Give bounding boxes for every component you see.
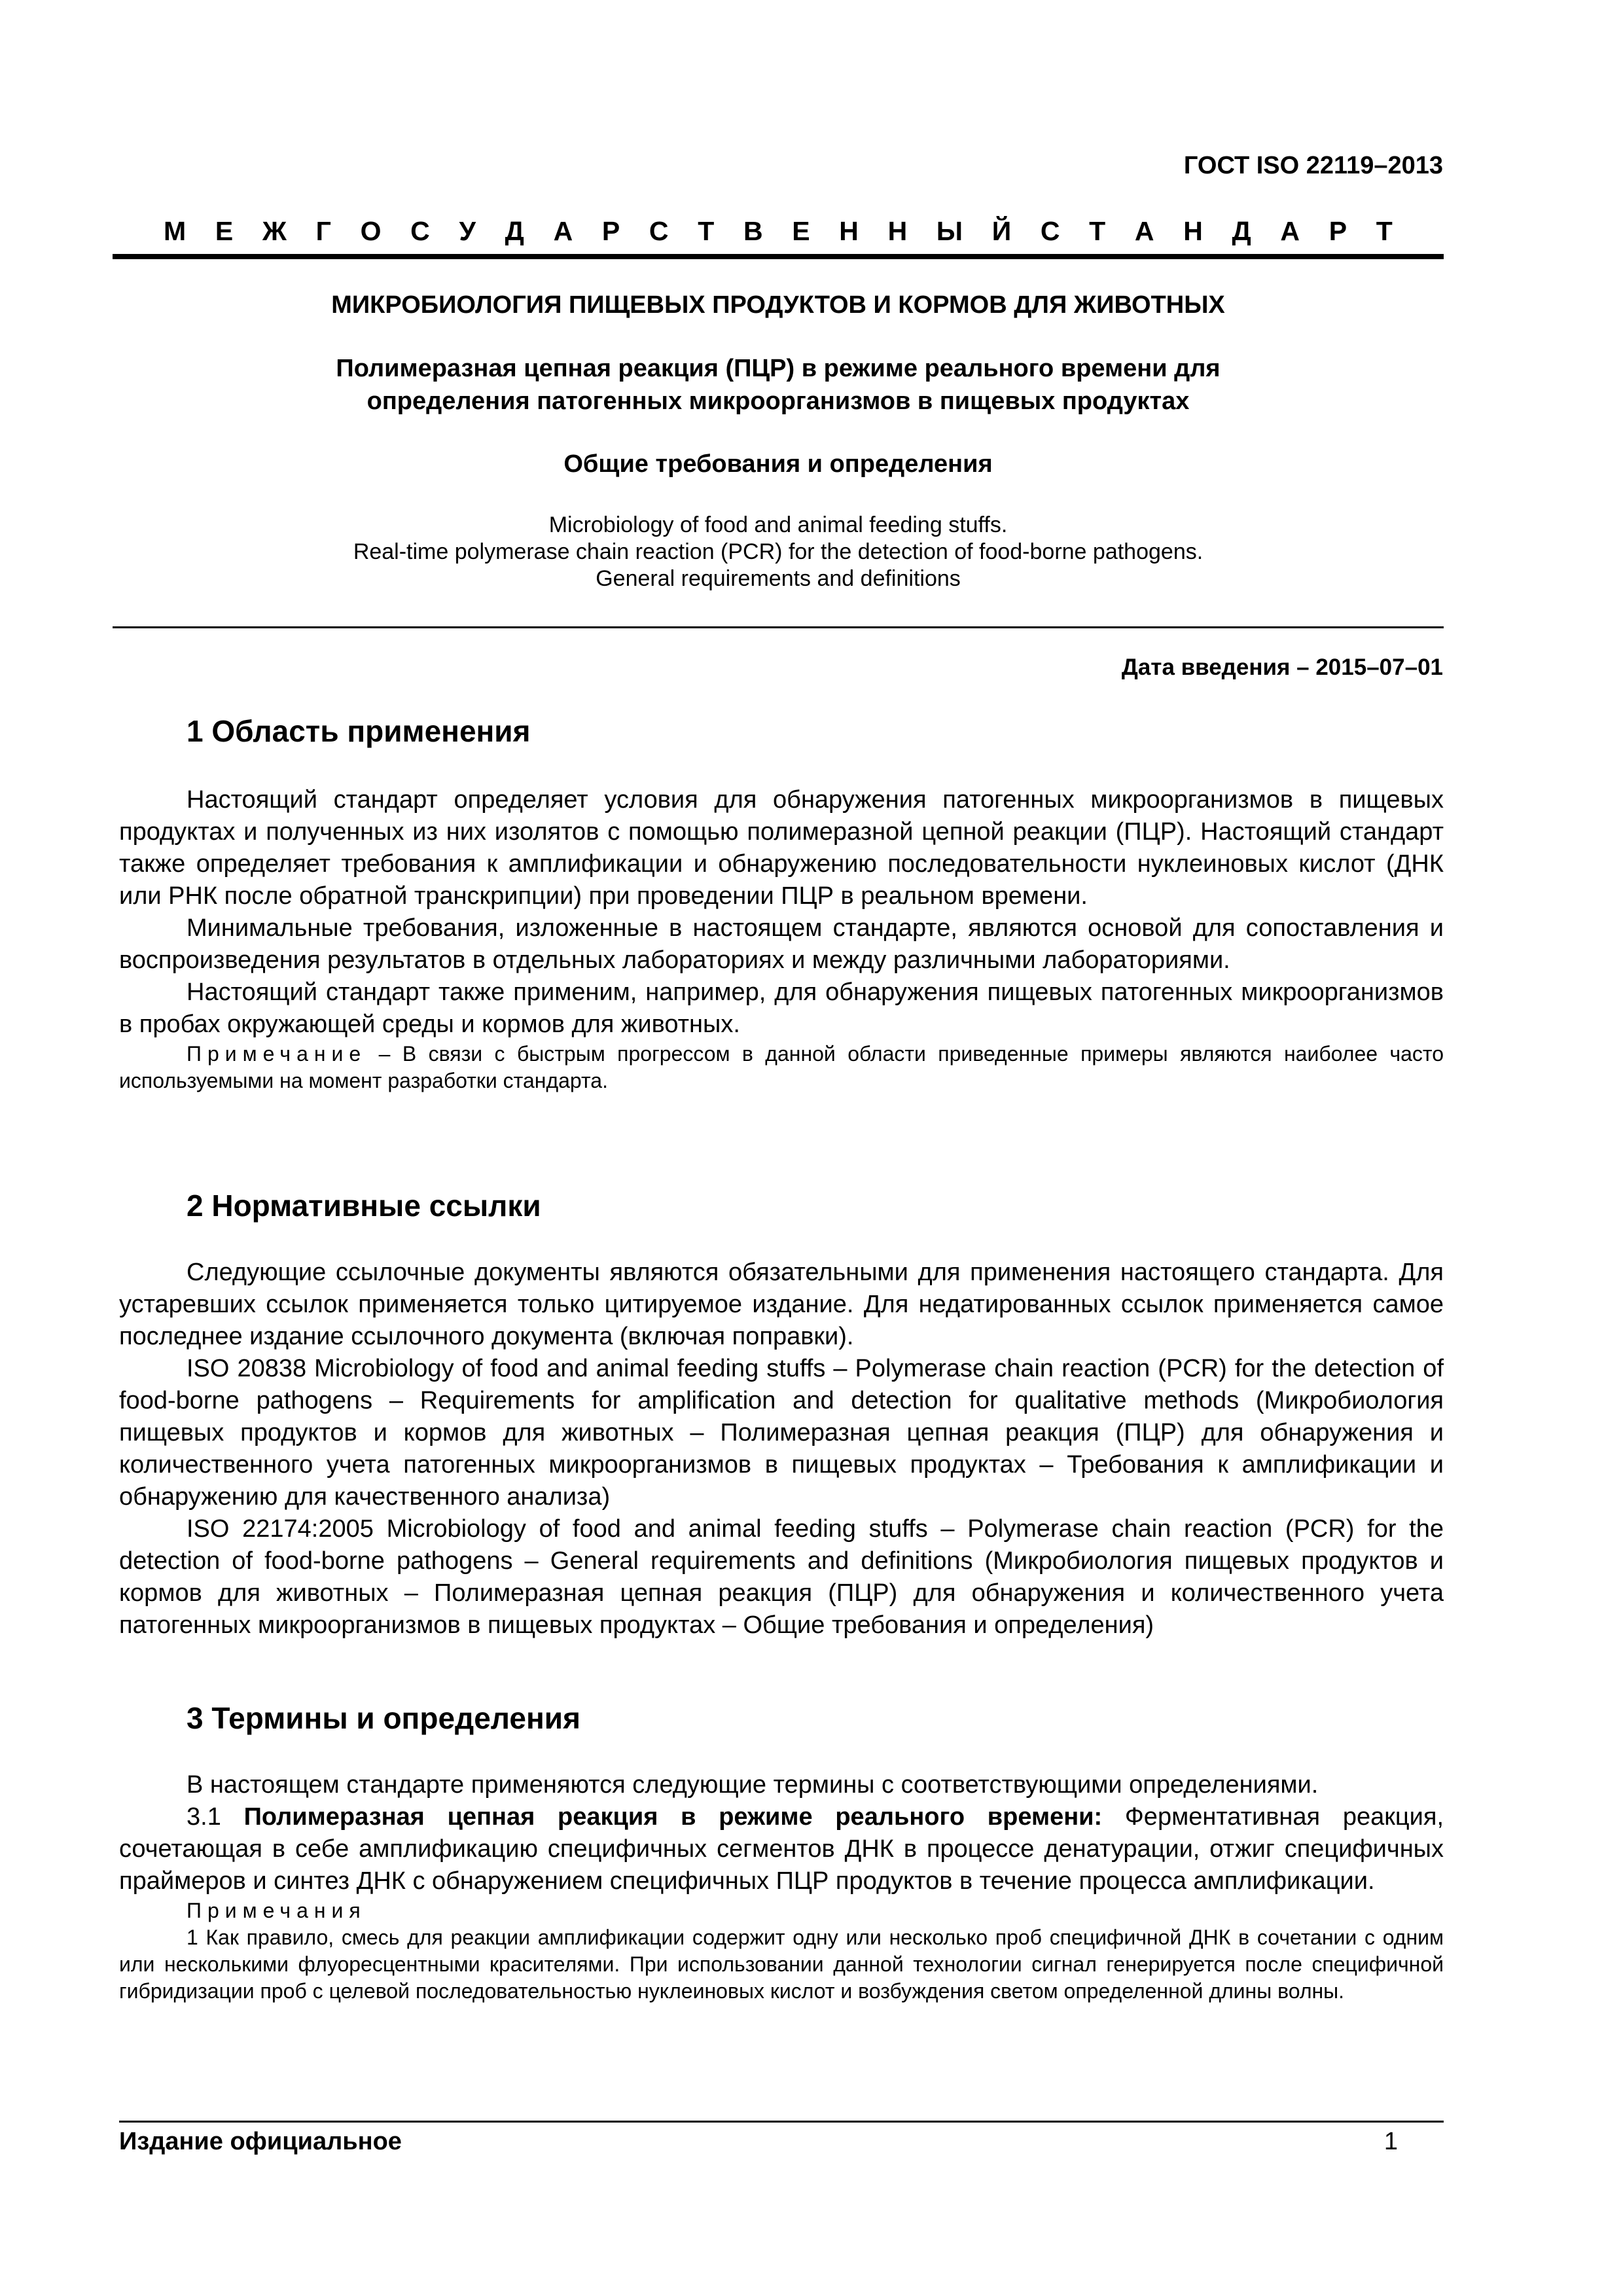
banner-letter: С: [649, 216, 669, 246]
banner-letter: Ы: [936, 216, 963, 246]
page-number: 1: [1383, 2128, 1398, 2155]
banner-letter: А: [1280, 216, 1300, 246]
english-title-line-1: Microbiology of food and animal feeding stuffs.: [548, 512, 1008, 537]
introduction-date: Дата введения – 2015–07–01: [1121, 655, 1443, 680]
section-1-paragraph-2: Минимальные требования, изложенные в настоящем стандарте, являются основой для сопоставления и воспроизведения результатов в отдельных лабораториях и между различными лабораториями.: [119, 914, 1444, 974]
subtitle-line-1: Полимеразная цепная реакция (ПЦР) в режиме реального времени для: [336, 355, 1221, 382]
banner-letter: С: [410, 216, 430, 246]
term-definition-text: Ферментативная реакция, сочетающая в себе амплификацию специфичных сегментов ДНК в процессе денатурации, отжиг специфичных праймеров и синтез ДНК с обнаружением специфичных ПЦР продуктов в течение процесса амплификации.: [119, 1803, 1444, 1895]
section-1-paragraph-3: Настоящий стандарт также применим, например, для обнаружения пищевых патогенных микроорганизмов в пробах окружающей среды и кормов для животных.: [119, 978, 1444, 1038]
section-1-paragraph-1: Настоящий стандарт определяет условия для обнаружения патогенных микроорганизмов в пищевых продуктах и полученных из них изолятов с помощью полимеразной цепной реакции (ПЦР). Настоящий стандарт также определяет требования к амплификации и обнаружению последовательности нуклеиновых кислот (ДНК или РНК после обратной транскрипции) при проведении ПЦР в реальном времени.: [119, 786, 1444, 910]
banner-letter: Т: [1376, 216, 1393, 246]
banner-letter: Д: [1232, 216, 1251, 246]
banner-letter: Р: [601, 216, 620, 246]
banner-letter: С: [1040, 216, 1060, 246]
banner-letter: Т: [1089, 216, 1106, 246]
banner-letter: Й: [991, 216, 1012, 246]
note-1: 1 Как правило, смесь для реакции амплификации содержит одну или несколько проб специфичной ДНК в сочетании с одним или несколькими флуоресцентными красителями. При использовании данной технологии сигнал генерируется после специфичной гибридизации проб с целевой последовательностью нуклеиновых кислот и возбуждения светом определенной длины волны.: [119, 1926, 1444, 2003]
note-label: Примечание: [187, 1042, 367, 1066]
banner-letter: А: [1134, 216, 1154, 246]
section-1-body: [119, 784, 1444, 1094]
english-title: [113, 512, 1444, 592]
english-title-line-3: General requirements and definitions: [596, 566, 961, 591]
banner-letter: А: [553, 216, 573, 246]
official-edition-label: Издание официальное: [119, 2128, 402, 2155]
section-2-heading: 2 Нормативные ссылки: [187, 1189, 541, 1223]
interstate-standard-banner: [113, 216, 1444, 247]
subtitle-line-2: определения патогенных микроорганизмов в пищевых продуктах: [366, 387, 1190, 415]
notes-heading: [119, 1897, 1444, 1924]
page-footer: [119, 2121, 1444, 2156]
notes-label: Примечания: [187, 1899, 366, 1922]
section-2-body: [119, 1257, 1444, 1641]
term-number: 3.1: [187, 1803, 221, 1831]
standard-number: ГОСТ ISO 22119–2013: [1183, 152, 1443, 179]
section-2-reference-1: ISO 20838 Microbiology of food and animal feeding stuffs – Polymerase chain reaction (PCR) for the detection of food-borne pathogens – Requirements for amplification and detection for qualitative methods (Микробиология пищевых продуктов и кормов для животных – Полимеразная цепная реакция (ПЦР) для обнаружения и количественного учета патогенных микроорганизмов в пищевых продуктах – Требования к амплификации и обнаружению для качественного анализа): [119, 1355, 1444, 1511]
document-subtitle: [113, 352, 1444, 418]
section-1-note: [119, 1041, 1444, 1094]
section-2-paragraph-1: Следующие ссылочные документы являются обязательными для применения настоящего стандарта. Для устаревших ссылок применяется только цитируемое издание. Для недатированных ссылок применяется самое последнее издание ссылочного документа (включая поправки).: [119, 1259, 1444, 1350]
banner-letter: Ж: [262, 216, 287, 246]
banner-letter: Г: [315, 216, 331, 246]
english-title-line-2: Real-time polymerase chain reaction (PCR) for the detection of food-borne pathogens.: [353, 539, 1204, 564]
banner-letter: У: [459, 216, 476, 246]
header-rule: [113, 254, 1444, 259]
title-rule: [113, 626, 1444, 628]
document-title: МИКРОБИОЛОГИЯ ПИЩЕВЫХ ПРОДУКТОВ И КОРМОВ ДЛЯ ЖИВОТНЫХ: [331, 291, 1225, 319]
section-3-paragraph-1: В настоящем стандарте применяются следующие термины с соответствующими определениями.: [187, 1771, 1319, 1799]
banner-letter: О: [360, 216, 382, 246]
term-definition: [119, 1801, 1444, 1897]
banner-letter: Т: [698, 216, 715, 246]
section-1-heading: 1 Область применения: [187, 714, 531, 748]
term-name: Полимеразная цепная реакция в режиме реального времени:: [243, 1803, 1103, 1831]
banner-letter: Е: [215, 216, 234, 246]
section-2-reference-2: ISO 22174:2005 Microbiology of food and animal feeding stuffs – Polymerase chain reaction (PCR) for the detection of food-borne pathogens – General requirements and definitions (Микробиология пищевых продуктов и кормов для животных – Полимеразная цепная реакция (ПЦР) для обнаружения и количественного учета патогенных микроорганизмов в пищевых продуктах – Общие требования и определения): [119, 1515, 1444, 1639]
banner-letter: Н: [887, 216, 908, 246]
banner-letter: Н: [1183, 216, 1203, 246]
banner-letter: Д: [505, 216, 524, 246]
document-part-title: Общие требования и определения: [563, 450, 993, 478]
section-3-heading: 3 Термины и определения: [187, 1701, 580, 1735]
banner-letter: В: [743, 216, 763, 246]
banner-letter: Е: [792, 216, 810, 246]
section-3-body: [119, 1769, 1444, 2005]
banner-letter: М: [164, 216, 187, 246]
banner-letter: Н: [839, 216, 859, 246]
banner-letter: Р: [1329, 216, 1347, 246]
note-text: – В связи с быстрым прогрессом в данной области приведенные примеры являются наиболее часто используемыми на момент разработки стандарта.: [119, 1042, 1444, 1092]
